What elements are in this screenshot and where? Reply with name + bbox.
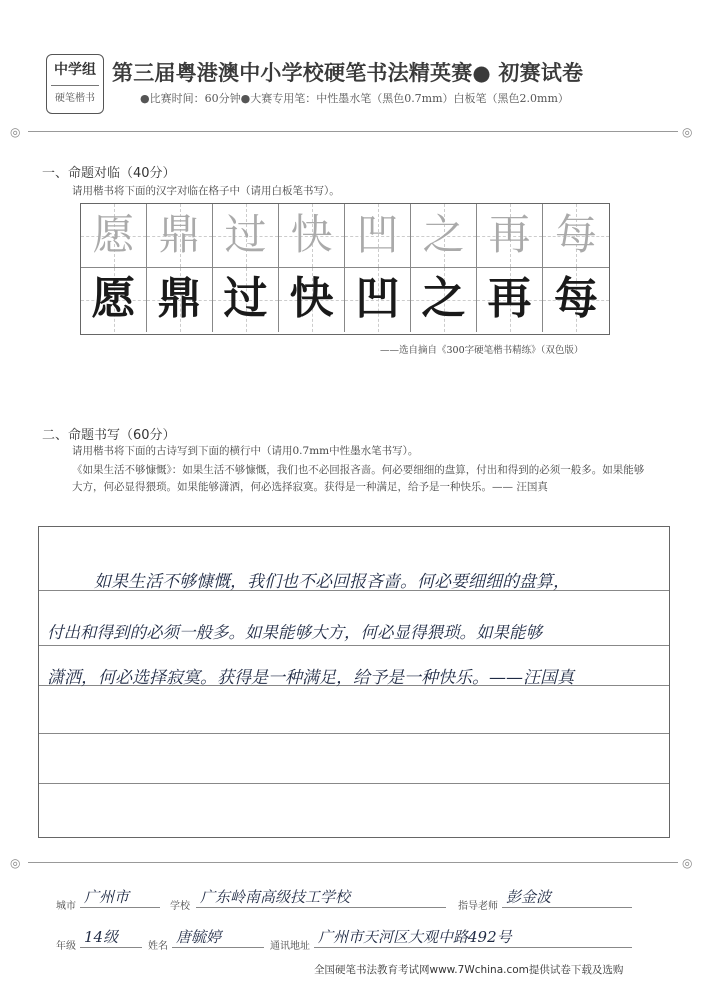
copied-char: 之 [421,273,466,324]
copied-char: 过 [223,273,268,324]
handwritten-line: 如果生活不够慷慨，我们也不必回报吝啬。何必要细细的盘算， [94,572,570,592]
section2-heading: 二、命题书写（60分） [42,428,176,443]
copy-cell[interactable] [213,268,279,332]
copy-cell[interactable] [477,268,543,332]
copied-char: 愿 [91,273,136,324]
source-credit: ——选自摘自《300字硬笔楷书精练》（双色版） [380,345,584,356]
model-char: 快 [290,210,333,259]
school-value[interactable]: 广东岭南高级技工学校 [200,888,351,906]
teacher-label: 指导老师 [458,901,498,912]
model-char: 鼎 [158,210,201,259]
writing-line [39,733,669,734]
address-underline [314,947,632,948]
badge-divider [51,85,99,86]
model-char: 过 [224,210,267,259]
model-char: 每 [554,210,597,259]
school-label: 学校 [170,901,190,912]
school-underline [196,907,446,908]
section1-heading: 一、命题对临（40分） [42,166,176,181]
copied-char: 每 [554,273,598,324]
model-cell [279,204,345,268]
writing-line [39,645,669,646]
script-badge-label: 硬笔楷书 [55,93,95,104]
copied-char: 再 [487,273,532,324]
top-divider [28,131,678,132]
copied-char: 凹 [355,273,400,324]
model-cell [543,204,609,268]
model-cell [213,204,279,268]
model-char: 凹 [356,210,399,259]
model-cell [147,204,213,268]
city-underline [80,907,160,908]
copy-grid [80,203,610,335]
address-value[interactable]: 广州市天河区大观中路492号 [318,928,512,946]
handwritten-line: 潇洒，何必选择寂寞。获得是一种满足，给予是一种快乐。——汪国真 [47,668,574,688]
name-underline [172,947,264,948]
writing-box [38,526,670,838]
ornament-left-icon: ◎ [10,856,21,870]
section2-instruction: 请用楷书将下面的古诗写到下面的横行中（请用0.7mm中性墨水笔书写）。 [72,445,419,457]
bottom-divider [28,862,678,863]
grade-underline [80,947,142,948]
copy-cell[interactable] [279,268,345,332]
model-cell [411,204,477,268]
city-value[interactable]: 广州市 [84,888,130,906]
teacher-underline [502,907,632,908]
model-char: 之 [422,210,465,259]
model-char: 再 [488,210,531,259]
group-badge [46,54,104,114]
ornament-right-icon: ◎ [682,856,693,870]
address-label: 通讯地址 [270,941,310,952]
exam-subtitle: ●比赛时间：60分钟●大赛专用笔：中性墨水笔（黑色0.7mm）白板笔（黑色2.0mm） [140,92,569,105]
model-cell [81,204,147,268]
grade-label: 年级 [56,941,76,952]
copied-char: 鼎 [157,273,202,324]
poem-passage: 《如果生活不够慷慨》：如果生活不够慷慨，我们也不必回报吝啬。何必要细细的盘算，付出和得到的必须一般多。如果能够大方，何必显得猥琐。如果能够潇洒，何必选择寂寞。获得是一种满足，给予是一种快乐。—— 汪国真 [72,464,645,493]
name-label: 姓名 [148,941,168,952]
ornament-left-icon: ◎ [10,125,21,139]
model-char: 愿 [92,210,135,259]
writing-line [39,783,669,784]
copy-cell[interactable] [81,268,147,332]
model-cell [477,204,543,268]
exam-title: 第三届粤港澳中小学校硬笔书法精英赛● 初赛试卷 [112,61,584,85]
footer-note: 全国硬笔书法教育考试网www.7Wchina.com提供试卷下载及选购 [314,964,624,976]
group-badge-label: 中学组 [54,62,96,78]
city-label: 城市 [56,901,76,912]
copy-cell[interactable] [411,268,477,332]
copy-cell[interactable] [543,268,609,332]
teacher-value[interactable]: 彭金波 [506,888,552,906]
grade-value[interactable]: 14级 [84,928,119,946]
section1-instruction: 请用楷书将下面的汉字对临在格子中（请用白板笔书写）。 [72,185,340,197]
name-value[interactable]: 唐毓婷 [176,928,222,946]
ornament-right-icon: ◎ [682,125,693,139]
copied-char: 快 [289,273,334,324]
model-cell [345,204,411,268]
copy-cell[interactable] [345,268,411,332]
handwritten-line: 付出和得到的必须一般多。如果能够大方，何必显得猥琐。如果能够 [47,623,542,642]
copy-cell[interactable] [147,268,213,332]
